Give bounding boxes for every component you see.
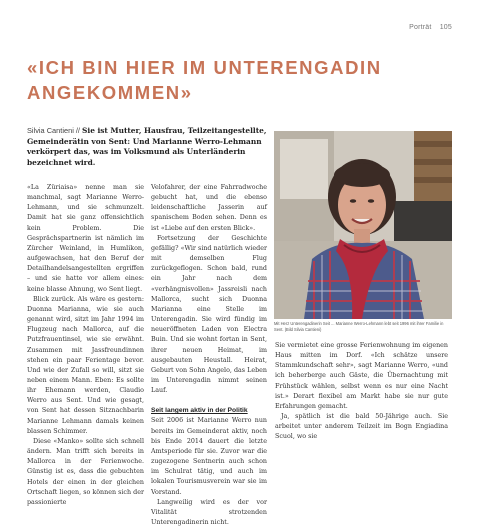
paragraph: Seit 2006 ist Marianne Werro nun bereits im Gemeinderat aktiv, noch bis Ende 2014 dauert die letzte Amtsperiode für sie. Zuvor war die zugezogene Sentnerin auch schon im Schulrat tätig, und auch im lokalen Tourismusverein war sie im Vorstand. (151, 417, 267, 496)
paragraph: Sie vermietet eine grosse Ferienwohnung im eigenen Haus mitten im Dorf. «Ich schätze unsere Stammkundschaft sehr», sagt Marianne Werro, «und ich beherberge auch Gäste, die Übernachtung mit Frühstück wählen, selbst wenn es nur eine Nacht ist.» Derart flexibel am Markt habe sie nur gute Erfahrungen gemacht. (275, 342, 448, 410)
paragraph: Fortsetzung der Geschichte gefällig? «Wir sind natürlich wieder mit demselben Flug zurückgeflogen. Schon bald, rund ein Jahr nach dem «verhängnisvollen» Jassreisli nach Mallorca, sucht sich Duonna Marianna eine Stelle im Unterengadin. Sie wird fündig im neueröffneten Laden von Electra Buin. Und sie wohnt fortan in Sent, ihrer neuen Heimat, im ausgebauten Heustall. Heirat, Geburt von Sohn Angelo, das Leben im Unterengadin nimmt seinen Lauf. (151, 234, 267, 395)
article-headline (27, 55, 447, 105)
running-header (403, 24, 452, 31)
paragraph: Ja, spätlich ist die bald 50-Jährige auch. Sie arbeitet unter anderem Teilzeit im Bogn Engiadina Scuol, wo sie (275, 413, 448, 441)
section-label: Porträt (409, 24, 432, 31)
lead-text: Sie ist Mutter, Hausfrau, Teilzeitangestellte, Gemeinderätin von Sent: Und Marianne Werro-Lehmann verkörpert das, was im Volksmund als Unterländerin bezeichnet wird. (27, 126, 267, 167)
paragraph: Velofahrer, der eine Fahrradwoche gebucht hat, und die ebenso leidenschaftliche Jasserin auf spanischem Boden sehen. Denn es ist «Liebe auf den ersten Blick». (151, 184, 267, 232)
headline-line-1: «ICH BIN HIER IM UNTERENGADIN (27, 57, 382, 78)
photo-caption: Mit Herz Unterengadinerin Seit ... Marianne Werro-Lehmann lebt seit 1996 mit ihrer Familie in Sent. (Bild Silvia Cantieni) (274, 321, 444, 332)
paragraph: Blick zurück. Als wäre es gestern: Duonna Marianna, wie sie auch genannt wird, sitzt im Jahr 1994 im Flugzeug nach Mallorca, auf die Putzfrauentinsel, wie sie erwähnt. Zusammen mit Jassfreundinnen stehen ein paar Ferientage bevor. Und wie der Zufall so will, sitzt sie neben einem Mann. Eben: Es sollte ihr Ehemann werden, Claudio Werro aus Sent. Und wie gesagt, von Sent hat dessen Sitznachbarin Marianne Lehmann damals keinen blassen Schimmer. (27, 295, 144, 435)
article-lead (27, 126, 267, 168)
paragraph: Diese «Manko» sollte sich schnell ändern. Man trifft sich bereits in Mallorca in der Ferienwoche. Günstig ist es, dass die gebuchten Hotels der einen in der gleichen Ortschaft liegen, so können sich der passionierte (27, 437, 144, 506)
text-column-3 (275, 341, 448, 443)
paragraph: Langweilig wird es der vor Vitalität strotzenden Unterengadinerin nicht. (151, 498, 267, 526)
page-number: 105 (439, 24, 452, 31)
text-column-2 (151, 183, 267, 528)
author-byline: Silvia Cantieni // (27, 126, 83, 135)
headline-line-2: ANGEKOMMEN» (27, 82, 193, 103)
section-subhead: Seit langem aktiv in der Politik (151, 407, 248, 415)
portrait-illustration (274, 131, 452, 319)
paragraph: «La Züriaisa» nenne man sie manchmal, sagt Marianne Werro-Lehmann, und sie schmunzelt. Damit hat sie ganz offensichtlich kein Problem. Die Gesprächspartnerin ist nämlich im Zürcher Weinland, in Humlikon, aufgewachsen, hat den Beruf der Detailhandelsangestellten ergriffen – und sie hatte vor allem eines: keine blasse Ahnung, wo Sent liegt. (27, 184, 144, 293)
portrait-photo (274, 131, 452, 319)
text-column-1 (27, 183, 144, 508)
